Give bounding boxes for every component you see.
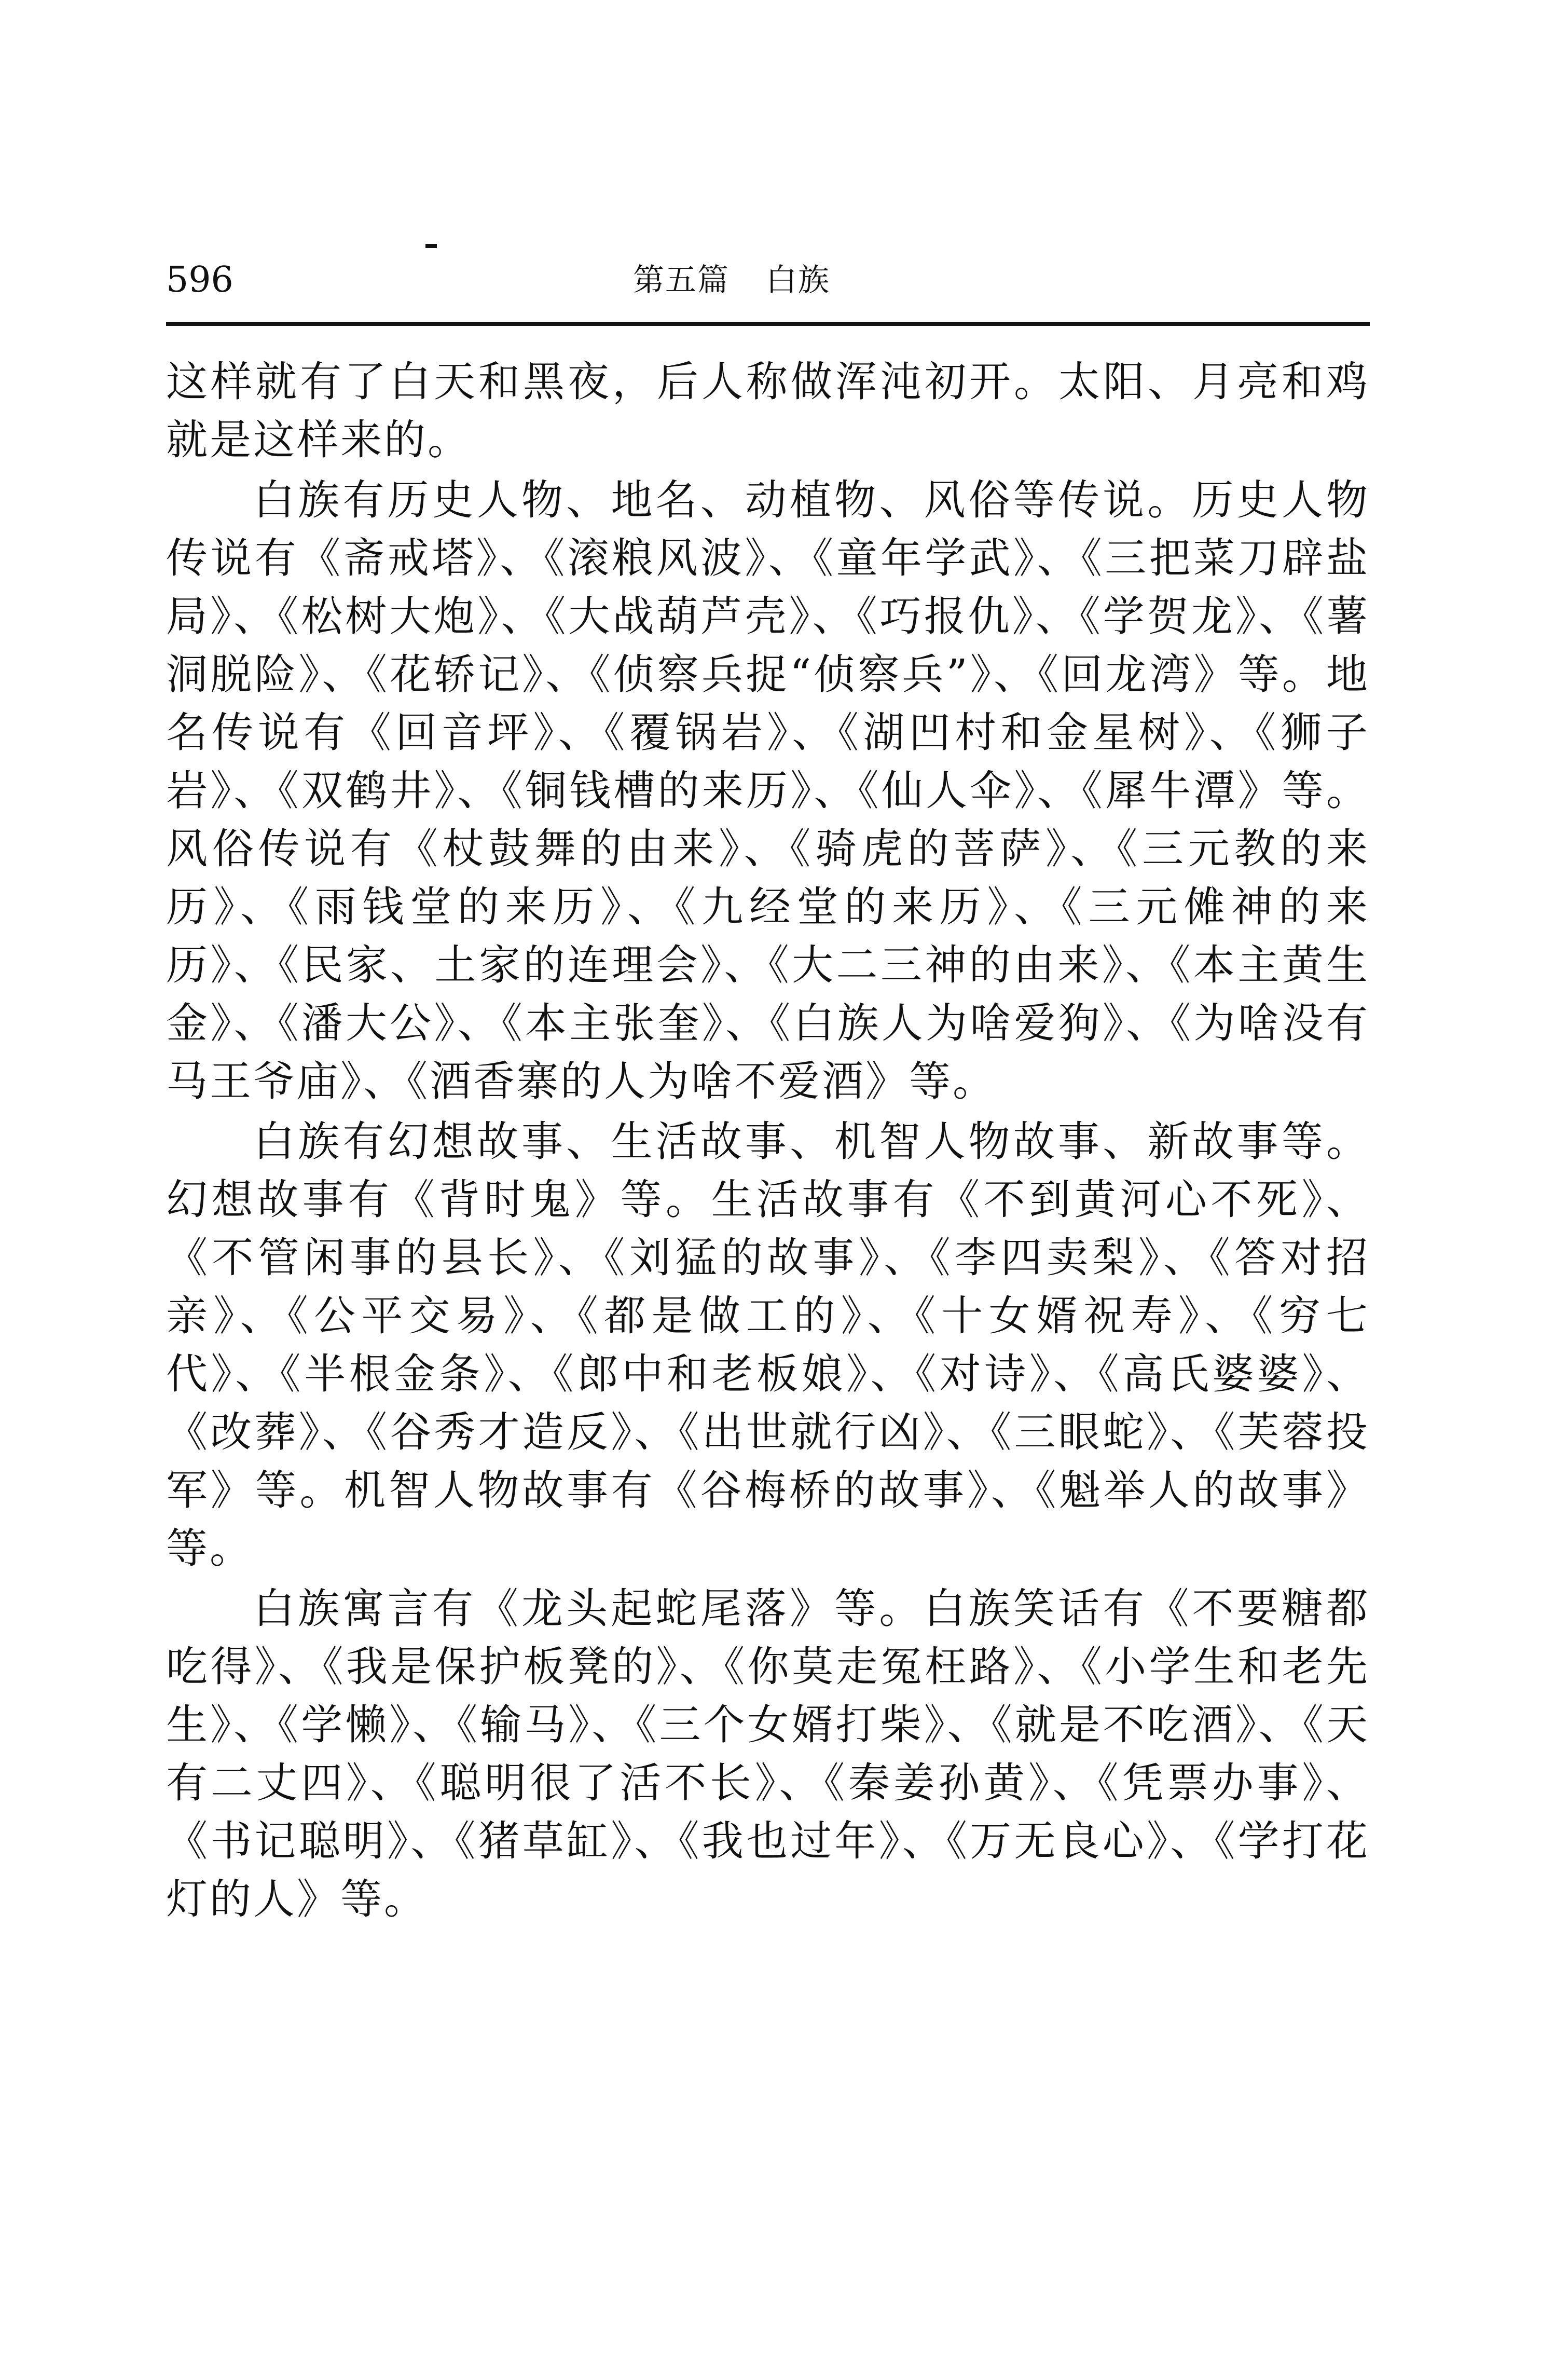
header-rule — [166, 322, 1370, 326]
paragraph-2: 白族有历史人物、地名、动植物、风俗等传说。历史人物传说有《斋戒塔》、《滚粮风波》、《童年学武》、《三把菜刀辟盐局》、《松树大炮》、《大战葫芦壳》、《巧报仇》、《学贺龙》、《薯洞脱险》、《花轿记》、《侦察兵捉“侦察兵”》、《回龙湾》等。地名传说有《回音坪》、《覆锅岩》、《湖凹村和金星树》、《狮子岩》、《双鹤井》、《铜钱槽的来历》、《仙人伞》、《犀牛潭》等。风俗传说有《杖鼓舞的由来》、《骑虎的菩萨》、《三元教的来历》、《雨钱堂的来历》、《九经堂的来历》、《三元傩神的来历》、《民家、土家的连理会》、《大二三神的由来》、《本主黄生金》、《潘大公》、《本主张奎》、《白族人为啥爱狗》、《为啥没有马王爷庙》、《酒香寨的人为啥不爱酒》等。 — [166, 476, 1370, 1105]
paragraph-1: 这样就有了白天和黑夜，后人称做浑沌初开。太阳、月亮和鸡就是这样来的。 — [166, 358, 1370, 464]
paragraph-4: 白族寓言有《龙头起蛇尾落》等。白族笑话有《不要糖都吃得》、《我是保护板凳的》、《你莫走冤枉路》、《小学生和老先生》、《学懒》、《输马》、《三个女婿打柴》、《就是不吃酒》、《天有二丈四》、《聪明很了活不长》、《秦姜孙黄》、《凭票办事》、《书记聪明》、《猪草缸》、《我也过年》、《万无良心》、《学打花灯的人》等。 — [166, 1584, 1370, 1923]
body-text — [166, 353, 1370, 1928]
header-mark — [425, 244, 437, 248]
section-part: 第五篇 — [633, 262, 730, 298]
page-header — [166, 254, 1370, 311]
page-number: 596 — [166, 259, 233, 300]
section-title — [633, 254, 830, 306]
paragraph-3: 白族有幻想故事、生活故事、机智人物故事、新故事等。幻想故事有《背时鬼》等。生活故事有《不到黄河心不死》、《不管闲事的县长》、《刘猛的故事》、《李四卖梨》、《答对招亲》、《公平交易》、《都是做工的》、《十女婿祝寿》、《穷七代》、《半根金条》、《郎中和老板娘》、《对诗》、《高氏婆婆》、《改葬》、《谷秀才造反》、《出世就行凶》、《三眼蛇》、《芙蓉投军》等。机智人物故事有《谷梅桥的故事》、《魁举人的故事》等。 — [166, 1117, 1370, 1572]
section-name: 白族 — [766, 262, 830, 298]
